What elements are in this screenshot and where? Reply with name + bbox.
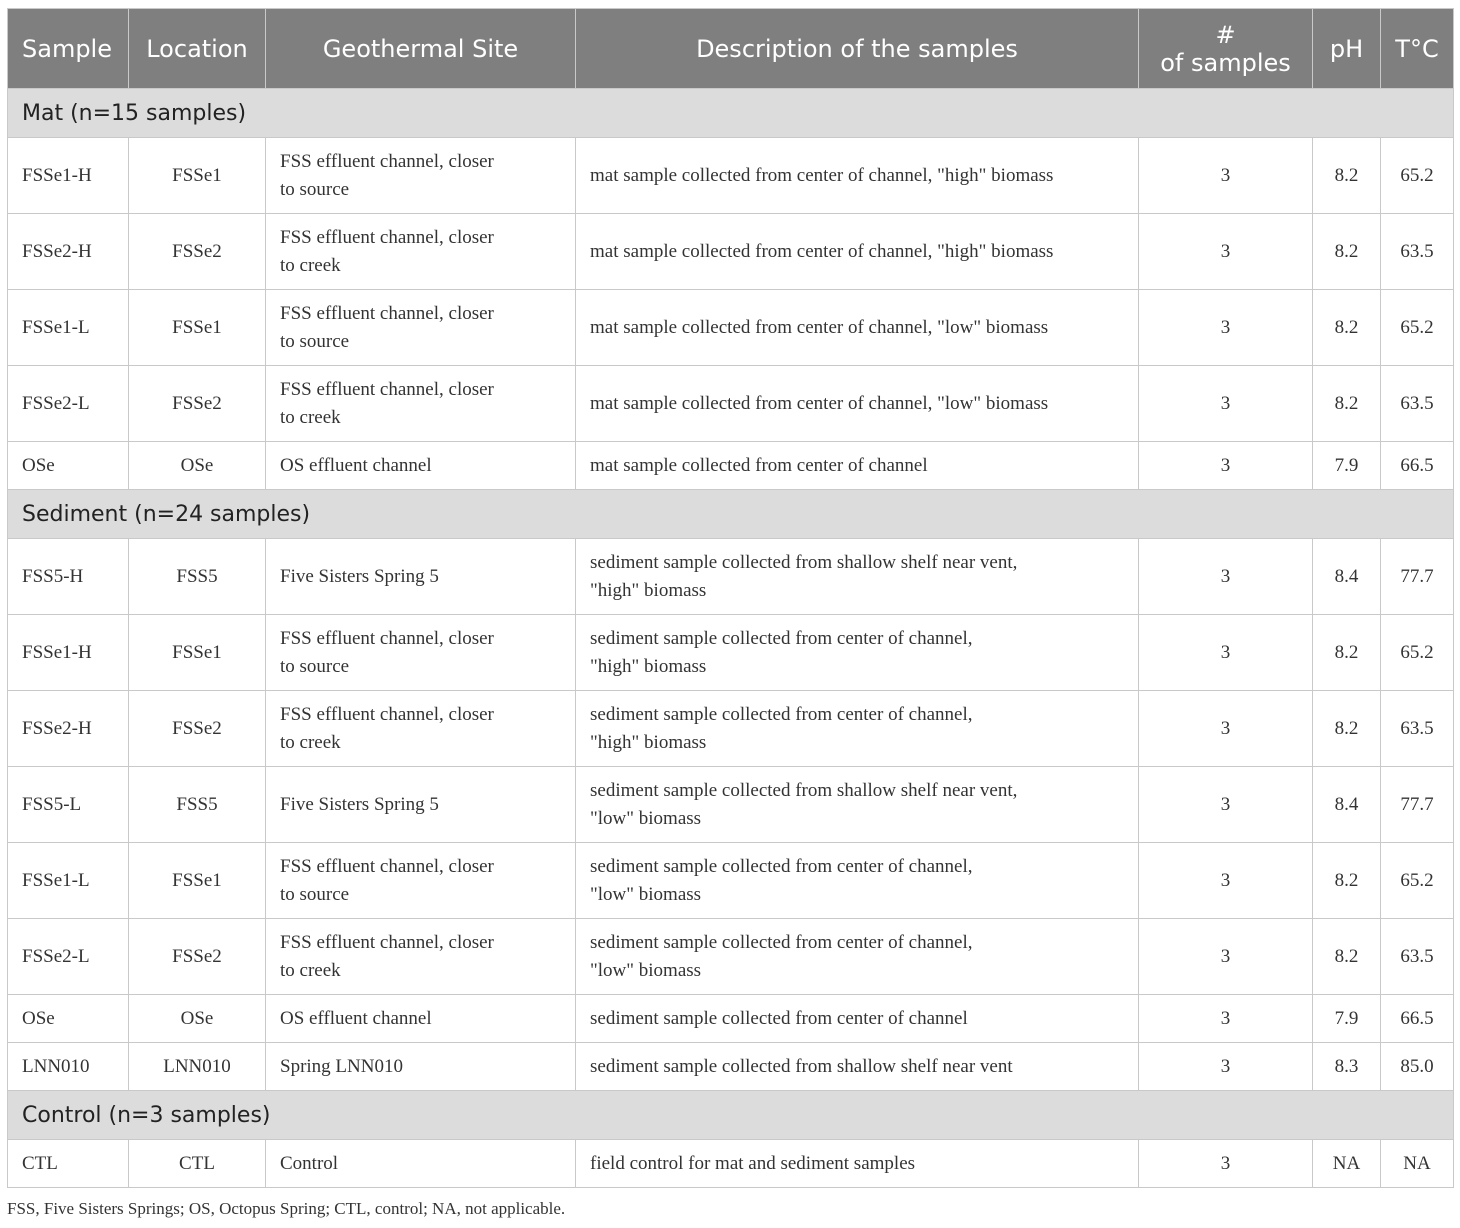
cell-sample-count: 3: [1139, 138, 1313, 214]
cell-sample: OSe: [8, 995, 129, 1043]
cell-description: sediment sample collected from center of channel, "high" biomass: [576, 691, 1139, 767]
cell-sample: FSSe1-H: [8, 138, 129, 214]
cell-sample-count: 3: [1139, 366, 1313, 442]
section-row: [8, 490, 1454, 539]
table-row: [8, 1140, 1454, 1188]
cell-ph: 8.3: [1313, 1043, 1381, 1091]
cell-ph: 8.2: [1313, 138, 1381, 214]
cell-geothermal-site: Five Sisters Spring 5: [266, 767, 576, 843]
section-title: Control (n=3 samples): [8, 1091, 1454, 1140]
cell-sample: CTL: [8, 1140, 129, 1188]
header-description: Description of the samples: [576, 9, 1139, 89]
cell-location: LNN010: [129, 1043, 266, 1091]
cell-sample: FSS5-H: [8, 539, 129, 615]
cell-description: mat sample collected from center of channel, "low" biomass: [576, 290, 1139, 366]
cell-sample-count: 3: [1139, 691, 1313, 767]
cell-description: sediment sample collected from shallow shelf near vent, "high" biomass: [576, 539, 1139, 615]
cell-description: sediment sample collected from center of channel: [576, 995, 1139, 1043]
cell-location: FSSe1: [129, 290, 266, 366]
cell-sample: OSe: [8, 442, 129, 490]
cell-ph: 8.2: [1313, 214, 1381, 290]
cell-location: FSSe2: [129, 919, 266, 995]
cell-ph: 8.2: [1313, 615, 1381, 691]
cell-temperature: 65.2: [1381, 615, 1454, 691]
samples-table: [7, 8, 1454, 1188]
cell-temperature: 63.5: [1381, 366, 1454, 442]
table-header: [8, 9, 1454, 89]
cell-ph: 7.9: [1313, 995, 1381, 1043]
cell-sample: FSSe2-H: [8, 214, 129, 290]
cell-sample-count: 3: [1139, 767, 1313, 843]
cell-description: sediment sample collected from shallow shelf near vent: [576, 1043, 1139, 1091]
cell-temperature: 65.2: [1381, 138, 1454, 214]
cell-description: field control for mat and sediment samples: [576, 1140, 1139, 1188]
cell-sample-count: 3: [1139, 214, 1313, 290]
cell-location: FSSe2: [129, 691, 266, 767]
table-row: [8, 442, 1454, 490]
cell-geothermal-site: FSS effluent channel, closer to source: [266, 138, 576, 214]
cell-ph: 8.4: [1313, 539, 1381, 615]
header-temperature: T°C: [1381, 9, 1454, 89]
section-row: [8, 89, 1454, 138]
table-row: [8, 1043, 1454, 1091]
table-row: [8, 290, 1454, 366]
table-row: [8, 691, 1454, 767]
cell-geothermal-site: FSS effluent channel, closer to creek: [266, 366, 576, 442]
cell-sample: FSSe2-L: [8, 919, 129, 995]
cell-location: OSe: [129, 442, 266, 490]
cell-location: CTL: [129, 1140, 266, 1188]
cell-temperature: 65.2: [1381, 290, 1454, 366]
table-row: [8, 919, 1454, 995]
cell-sample: FSSe1-H: [8, 615, 129, 691]
cell-geothermal-site: OS effluent channel: [266, 442, 576, 490]
table-row: [8, 366, 1454, 442]
cell-ph: 7.9: [1313, 442, 1381, 490]
table-row: [8, 767, 1454, 843]
cell-description: sediment sample collected from center of channel, "high" biomass: [576, 615, 1139, 691]
table-row: [8, 995, 1454, 1043]
cell-sample: LNN010: [8, 1043, 129, 1091]
header-count-label: of samples: [1160, 48, 1291, 77]
cell-temperature: 66.5: [1381, 995, 1454, 1043]
header-sample: Sample: [8, 9, 129, 89]
cell-geothermal-site: Control: [266, 1140, 576, 1188]
cell-sample-count: 3: [1139, 995, 1313, 1043]
cell-sample: FSSe2-H: [8, 691, 129, 767]
cell-location: FSS5: [129, 767, 266, 843]
cell-sample-count: 3: [1139, 1140, 1313, 1188]
table-row: [8, 539, 1454, 615]
section-title: Mat (n=15 samples): [8, 89, 1454, 138]
cell-geothermal-site: FSS effluent channel, closer to source: [266, 615, 576, 691]
cell-location: FSSe2: [129, 366, 266, 442]
cell-sample-count: 3: [1139, 442, 1313, 490]
cell-ph: 8.2: [1313, 919, 1381, 995]
cell-geothermal-site: Five Sisters Spring 5: [266, 539, 576, 615]
cell-geothermal-site: FSS effluent channel, closer to creek: [266, 214, 576, 290]
cell-temperature: 85.0: [1381, 1043, 1454, 1091]
cell-ph: NA: [1313, 1140, 1381, 1188]
cell-description: sediment sample collected from center of channel, "low" biomass: [576, 919, 1139, 995]
header-location: Location: [129, 9, 266, 89]
cell-geothermal-site: Spring LNN010: [266, 1043, 576, 1091]
cell-geothermal-site: FSS effluent channel, closer to creek: [266, 919, 576, 995]
table-row: [8, 615, 1454, 691]
cell-sample-count: 3: [1139, 290, 1313, 366]
cell-description: mat sample collected from center of channel, "high" biomass: [576, 138, 1139, 214]
table-body: [8, 89, 1454, 1188]
cell-location: FSSe1: [129, 843, 266, 919]
cell-geothermal-site: OS effluent channel: [266, 995, 576, 1043]
cell-ph: 8.2: [1313, 366, 1381, 442]
cell-location: FSS5: [129, 539, 266, 615]
cell-sample: FSSe2-L: [8, 366, 129, 442]
section-row: [8, 1091, 1454, 1140]
cell-sample: FSS5-L: [8, 767, 129, 843]
cell-location: FSSe1: [129, 615, 266, 691]
cell-location: FSSe1: [129, 138, 266, 214]
header-ph: pH: [1313, 9, 1381, 89]
section-title: Sediment (n=24 samples): [8, 490, 1454, 539]
header-sample-count: [1139, 9, 1313, 89]
cell-sample-count: 3: [1139, 843, 1313, 919]
cell-ph: 8.2: [1313, 843, 1381, 919]
cell-description: mat sample collected from center of channel, "high" biomass: [576, 214, 1139, 290]
cell-temperature: 65.2: [1381, 843, 1454, 919]
cell-geothermal-site: FSS effluent channel, closer to source: [266, 843, 576, 919]
cell-location: FSSe2: [129, 214, 266, 290]
cell-description: sediment sample collected from shallow shelf near vent, "low" biomass: [576, 767, 1139, 843]
cell-temperature: 77.7: [1381, 539, 1454, 615]
cell-description: sediment sample collected from center of channel, "low" biomass: [576, 843, 1139, 919]
cell-geothermal-site: FSS effluent channel, closer to creek: [266, 691, 576, 767]
cell-sample-count: 3: [1139, 539, 1313, 615]
cell-location: OSe: [129, 995, 266, 1043]
cell-sample: FSSe1-L: [8, 290, 129, 366]
cell-ph: 8.2: [1313, 691, 1381, 767]
header-geothermal-site: Geothermal Site: [266, 9, 576, 89]
header-row: [8, 9, 1454, 89]
cell-temperature: 66.5: [1381, 442, 1454, 490]
cell-temperature: 63.5: [1381, 919, 1454, 995]
header-count-symbol: #: [1215, 20, 1236, 49]
cell-temperature: NA: [1381, 1140, 1454, 1188]
cell-sample: FSSe1-L: [8, 843, 129, 919]
table-row: [8, 843, 1454, 919]
cell-sample-count: 3: [1139, 919, 1313, 995]
cell-temperature: 63.5: [1381, 691, 1454, 767]
table-row: [8, 214, 1454, 290]
cell-description: mat sample collected from center of channel, "low" biomass: [576, 366, 1139, 442]
table-footnote: FSS, Five Sisters Springs; OS, Octopus Spring; CTL, control; NA, not applicable.: [7, 1199, 566, 1218]
cell-temperature: 63.5: [1381, 214, 1454, 290]
table-row: [8, 138, 1454, 214]
cell-ph: 8.4: [1313, 767, 1381, 843]
cell-description: mat sample collected from center of channel: [576, 442, 1139, 490]
cell-sample-count: 3: [1139, 615, 1313, 691]
cell-sample-count: 3: [1139, 1043, 1313, 1091]
cell-geothermal-site: FSS effluent channel, closer to source: [266, 290, 576, 366]
cell-temperature: 77.7: [1381, 767, 1454, 843]
cell-ph: 8.2: [1313, 290, 1381, 366]
